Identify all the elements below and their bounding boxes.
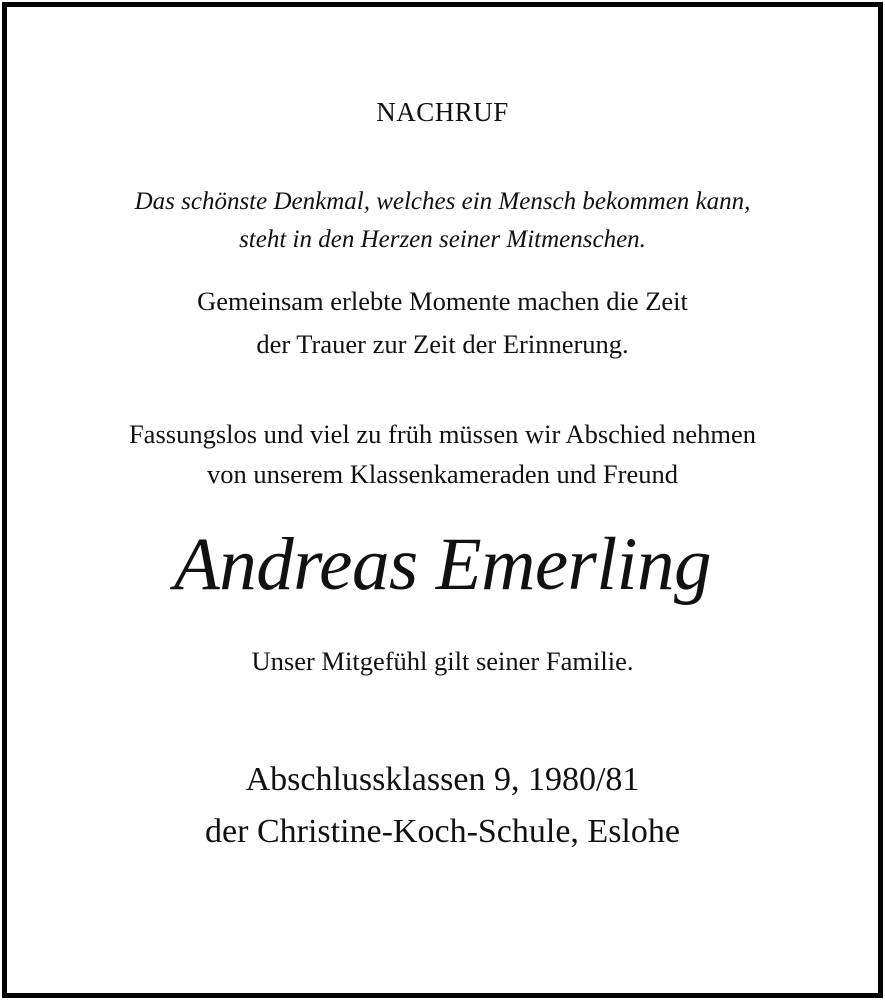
moments-line-1: Gemeinsam erlebte Momente machen die Zeit — [197, 286, 688, 316]
notice-heading: NACHRUF — [376, 97, 509, 127]
intro-line-2: von unserem Klassenkameraden und Freund — [207, 459, 678, 489]
signature-line-2: der Christine-Koch-Schule, Eslohe — [205, 813, 680, 850]
quote-line-2: steht in den Herzen seiner Mitmenschen. — [239, 226, 646, 253]
deceased-name: Andreas Emerling — [173, 523, 712, 606]
sympathy-text: Unser Mitgefühl gilt seiner Familie. — [251, 646, 634, 676]
quote-line-1: Das schönste Denkmal, welches ein Mensch bekommen kann, — [134, 188, 751, 215]
intro-line-1: Fassungslos und viel zu früh müssen wir Abschied nehmen — [128, 419, 757, 449]
moments-line-2: der Trauer zur Zeit der Erinnerung. — [256, 329, 629, 359]
signature-line-1: Abschlussklassen 9, 1980/81 — [245, 761, 640, 798]
